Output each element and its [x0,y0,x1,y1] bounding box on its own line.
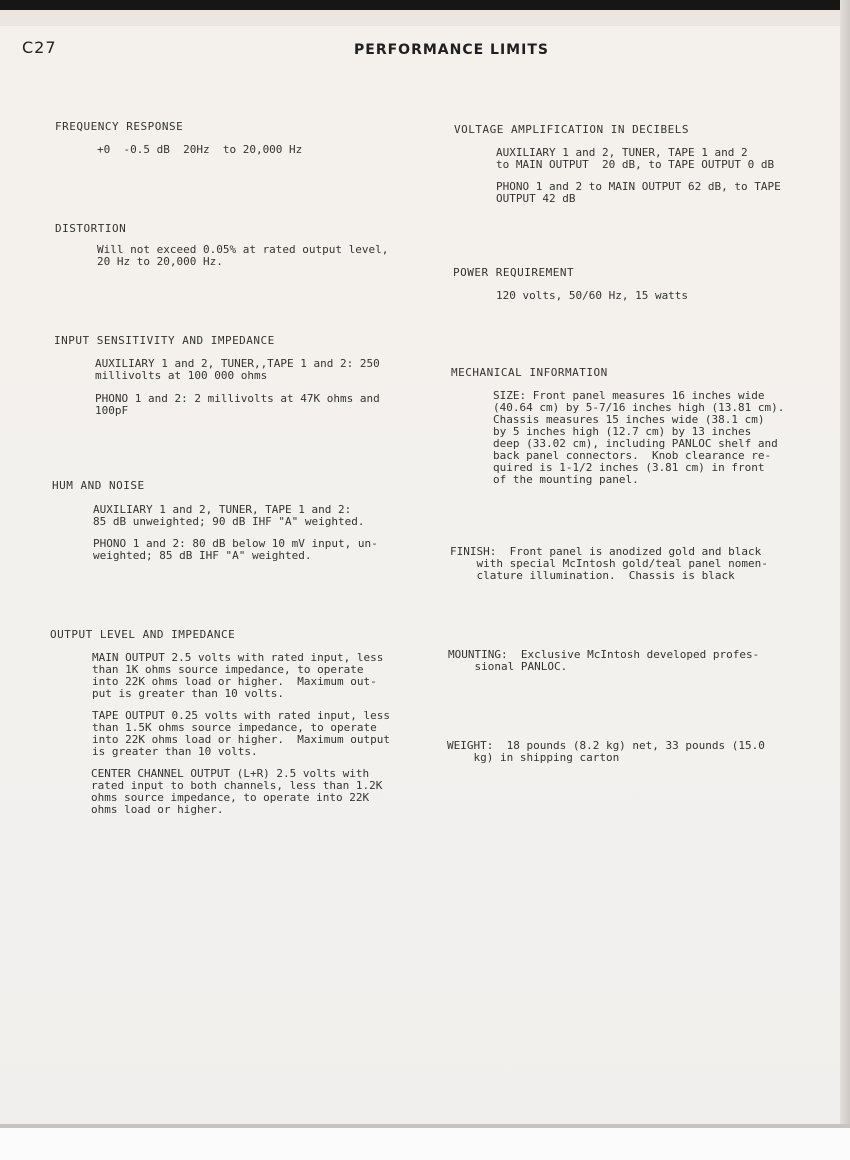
power-requirement-text: 120 volts, 50/60 Hz, 15 watts [496,289,689,302]
input-sensitivity-heading: INPUT SENSITIVITY AND IMPEDANCE [54,334,275,347]
mechanical-information-heading: MECHANICAL INFORMATION [451,366,608,379]
scan-bottom-margin [0,1128,850,1160]
output-level-tape: TAPE OUTPUT 0.25 volts with rated input, less than 1.5K ohms source impedance, to operate into 22K ohms load or higher. Maximum output is greater than 10 volts. [92,709,391,758]
mounting-text: MOUNTING: Exclusive McIntosh developed profes- sional PANLOC. [448,648,760,673]
scan-top-edge [0,0,850,10]
voltage-amplification-phono: PHONO 1 and 2 to MAIN OUTPUT 62 dB, to TAPE OUTPUT 42 dB [496,180,781,205]
page-number: C27 [22,38,57,57]
page-title: PERFORMANCE LIMITS [354,42,549,58]
input-sensitivity-aux: AUXILIARY 1 and 2, TUNER,,TAPE 1 and 2: 250 millivolts at 100 000 ohms [95,357,380,382]
scan-right-edge [840,0,850,1160]
input-sensitivity-phono: PHONO 1 and 2: 2 millivolts at 47K ohms and 100pF [95,392,380,417]
scan-top-shade [0,10,850,26]
distortion-heading: DISTORTION [55,222,127,235]
hum-noise-aux: AUXILIARY 1 and 2, TUNER, TAPE 1 and 2: 85 dB unweighted; 90 dB IHF "A" weighted. [93,503,365,528]
mechanical-information-text: SIZE: Front panel measures 16 inches wide (40.64 cm) by 5-7/16 inches high (13.81 cm). Chassis measures 15 inches wide (38.1 cm) by 5 inches high (12.7 cm) by 13 inches deep (33.02 cm), including PANLOC shelf and back panel connectors. Knob clearance re- quired is 1-1/2 inches (3.81 cm) in front of the mounting panel. [493,389,785,486]
finish-text: FINISH: Front panel is anodized gold and black with special McIntosh gold/teal panel nomen- clature illumination. Chassis is black [450,545,768,582]
frequency-response-heading: FREQUENCY RESPONSE [55,120,184,133]
hum-noise-phono: PHONO 1 and 2: 80 dB below 10 mV input, un- weighted; 85 dB IHF "A" weighted. [93,537,378,562]
distortion-text: Will not exceed 0.05% at rated output level, 20 Hz to 20,000 Hz. [97,243,389,268]
voltage-amplification-heading: VOLTAGE AMPLIFICATION IN DECIBELS [454,123,690,136]
weight-text: WEIGHT: 18 pounds (8.2 kg) net, 33 pounds (15.0 kg) in shipping carton [447,739,765,764]
output-level-main: MAIN OUTPUT 2.5 volts with rated input, less than 1K ohms source impedance, to operate into 22K ohms load or higher. Maximum out- put is greater than 10 volts. [92,651,384,700]
output-level-heading: OUTPUT LEVEL AND IMPEDANCE [50,628,236,641]
frequency-response-text: +0 -0.5 dB 20Hz to 20,000 Hz [97,143,303,156]
power-requirement-heading: POWER REQUIREMENT [453,266,575,279]
output-level-center: CENTER CHANNEL OUTPUT (L+R) 2.5 volts with rated input to both channels, less than 1.2K ohms source impedance, to operate into 22K ohms load or higher. [91,767,383,816]
voltage-amplification-aux: AUXILIARY 1 and 2, TUNER, TAPE 1 and 2 to MAIN OUTPUT 20 dB, to TAPE OUTPUT 0 dB [496,146,775,171]
hum-noise-heading: HUM AND NOISE [52,479,145,492]
